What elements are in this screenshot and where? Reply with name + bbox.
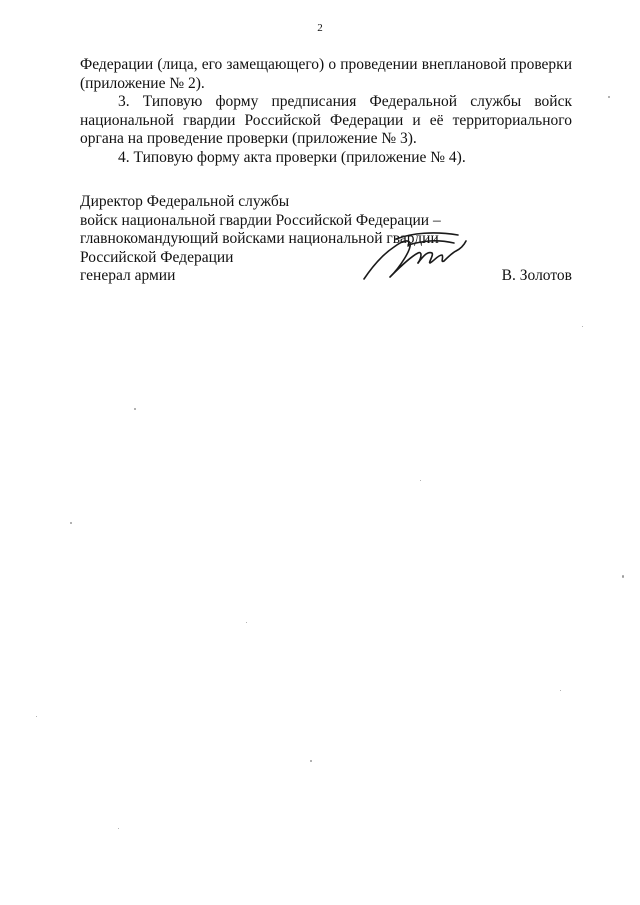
signatory-title-line: Российской Федерации	[80, 248, 234, 266]
scan-speck	[310, 760, 312, 762]
handwritten-signature	[362, 227, 470, 283]
scan-speck	[582, 326, 583, 327]
paragraph-item-3: 3. Типовую форму предписания Федеральной службы войск национальной гвардии Российской Федерации и её территориального органа на проведение проверки (приложение № 3).	[80, 93, 572, 147]
signatory-name: В. Золотов	[501, 267, 572, 284]
paragraph-item-4: 4. Типовую форму акта проверки (приложение № 4).	[118, 148, 466, 166]
scan-speck	[246, 622, 247, 623]
scan-speck	[134, 408, 136, 410]
document-body	[80, 56, 572, 167]
signatory-rank: генерал армии	[80, 267, 176, 284]
signature-block	[80, 193, 572, 286]
signatory-rank-row	[80, 267, 572, 286]
scan-speck	[70, 522, 72, 524]
signatory-title-line: главнокомандующий войсками национальной гвардии	[80, 230, 439, 247]
scan-speck	[560, 690, 561, 691]
page-number: 2	[317, 22, 323, 34]
scan-speck	[36, 716, 37, 717]
paragraph-continuation: Федерации (лица, его замещающего) о проведении внеплановой проверки (приложение № 2).	[80, 56, 572, 92]
signatory-title-line: Директор Федеральной службы	[80, 193, 290, 210]
scan-speck	[118, 828, 119, 829]
scan-speck	[608, 96, 610, 98]
scan-speck	[420, 480, 421, 481]
scan-speck	[622, 575, 624, 578]
signatory-title-line: войск национальной гвардии Российской Федерации –	[80, 211, 441, 229]
